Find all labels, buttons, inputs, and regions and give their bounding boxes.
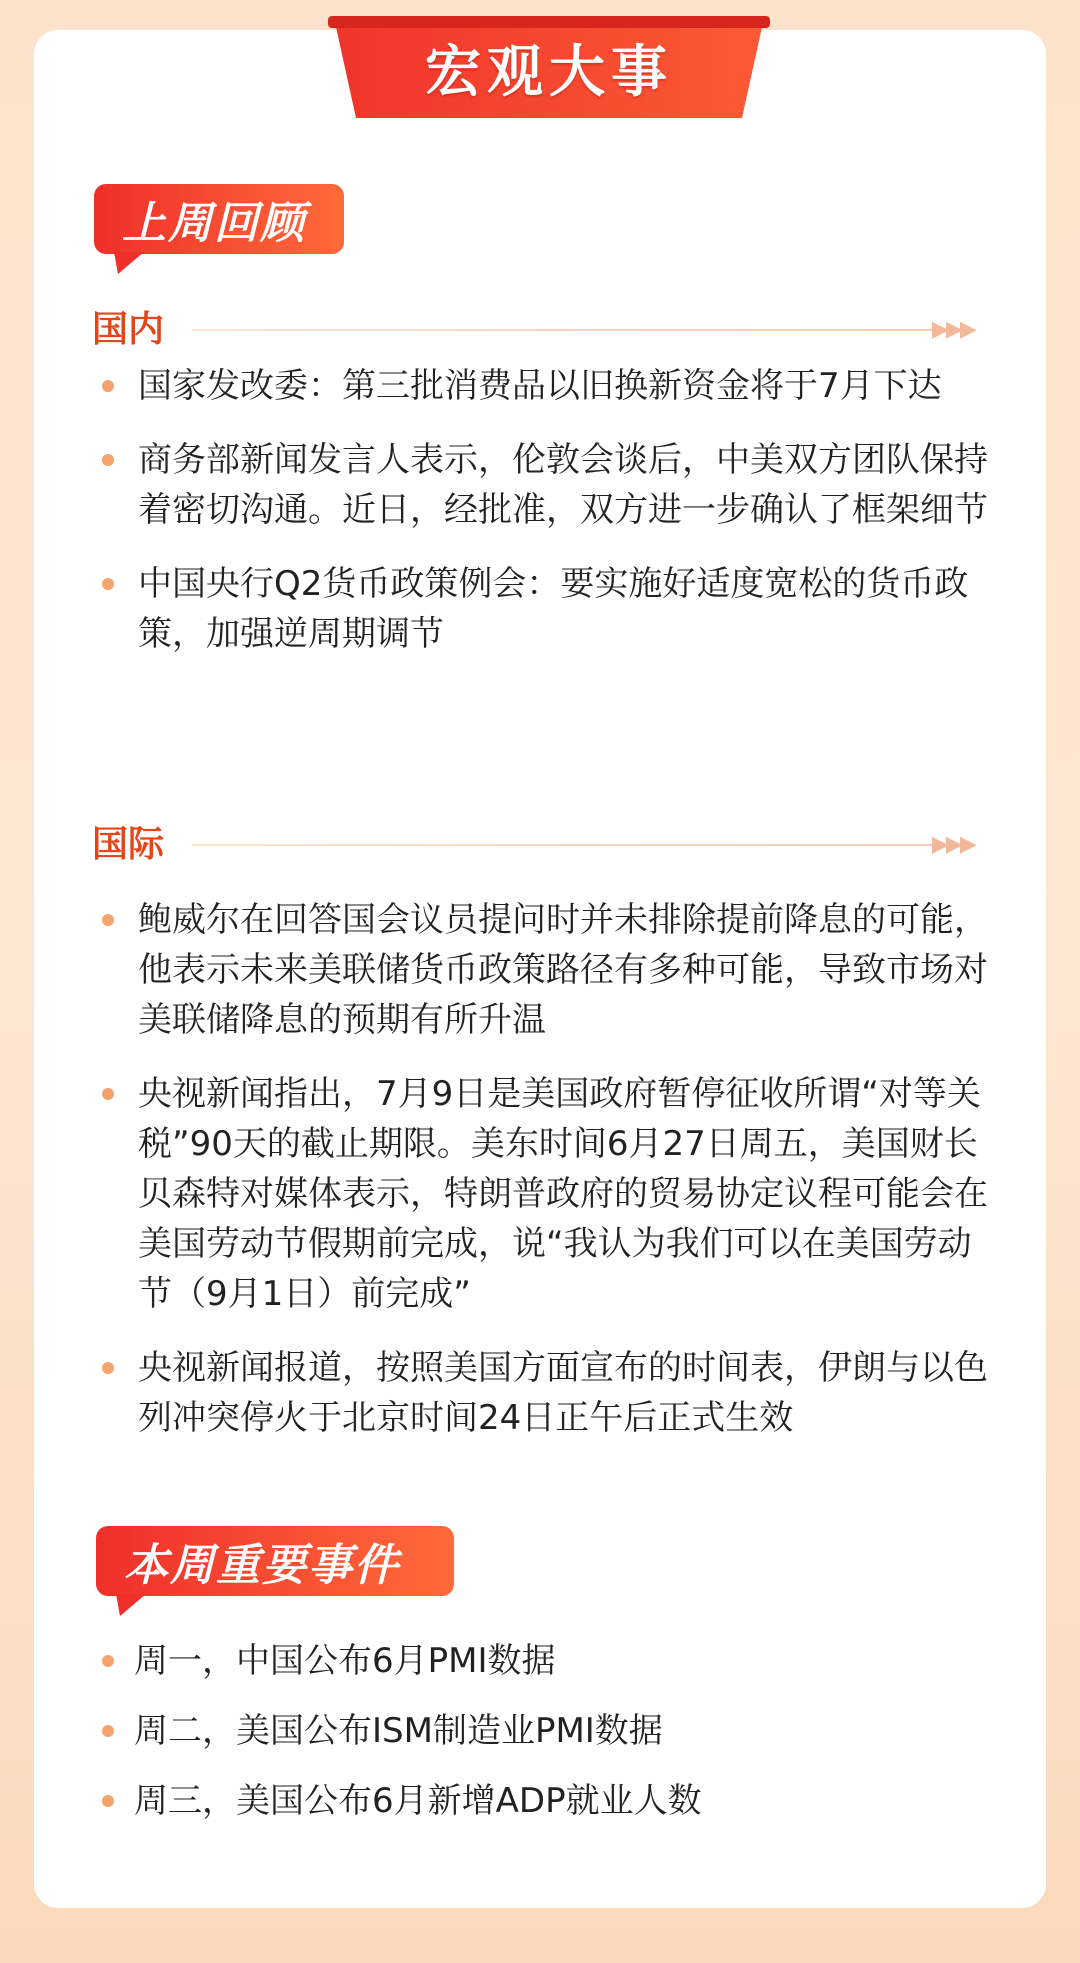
list-item xyxy=(98,1636,988,1686)
bullet-icon xyxy=(102,1655,114,1667)
list-item xyxy=(98,559,988,659)
list-item-text: 央视新闻指出，7月9日是美国政府暂停征收所谓“对等关税”90天的截止期限。美东时间6月27日周五，美国财长贝森特对媒体表示，特朗普政府的贸易协定议程可能会在美国劳动节假期前完成，说“我认为我们可以在美国劳动节（9月1日）前完成” xyxy=(138,1074,988,1314)
list-item-text: 周三，美国公布6月新增ADP就业人数 xyxy=(134,1781,702,1821)
badge-tail-icon xyxy=(114,252,144,274)
domestic-heading-row xyxy=(92,305,980,355)
page-title: 宏观大事 xyxy=(425,40,673,105)
this-week-list xyxy=(98,1636,988,1826)
domestic-heading: 国内 xyxy=(92,309,165,350)
title-banner xyxy=(328,16,770,120)
international-heading-row xyxy=(92,820,980,870)
this-week-badge-label: 本周重要事件 xyxy=(124,1540,400,1591)
arrow-right-icon: ▶▶▶ xyxy=(932,832,974,857)
list-item xyxy=(98,1343,988,1443)
international-heading: 国际 xyxy=(92,824,165,865)
list-item-text: 国家发改委：第三批消费品以旧换新资金将于7月下达 xyxy=(138,366,942,406)
bullet-icon xyxy=(102,1088,114,1100)
list-item xyxy=(98,361,988,411)
bullet-icon xyxy=(102,1795,114,1807)
bullet-icon xyxy=(102,1362,114,1374)
divider-line xyxy=(192,844,937,846)
divider-line xyxy=(192,329,937,331)
badge-tail-icon xyxy=(116,1594,146,1616)
list-item xyxy=(98,895,988,1045)
bullet-icon xyxy=(102,578,114,590)
bullet-icon xyxy=(102,914,114,926)
bullet-icon xyxy=(102,1725,114,1737)
arrow-right-icon: ▶▶▶ xyxy=(932,317,974,342)
last-week-badge-label: 上周回顾 xyxy=(122,198,306,249)
this-week-badge xyxy=(96,1526,454,1596)
list-item-text: 周一，中国公布6月PMI数据 xyxy=(134,1641,556,1681)
list-item-text: 商务部新闻发言人表示，伦敦会谈后，中美双方团队保持着密切沟通。近日，经批准，双方进一步确认了框架细节 xyxy=(138,440,988,530)
list-item xyxy=(98,435,988,535)
list-item xyxy=(98,1069,988,1319)
list-item xyxy=(98,1776,988,1826)
last-week-badge xyxy=(94,184,344,254)
international-list xyxy=(98,895,988,1443)
list-item-text: 周二，美国公布ISM制造业PMI数据 xyxy=(134,1711,663,1751)
domestic-list xyxy=(98,361,988,659)
list-item-text: 鲍威尔在回答国会议员提问时并未排除提前降息的可能，他表示未来美联储货币政策路径有多种可能，导致市场对美联储降息的预期有所升温 xyxy=(138,900,988,1040)
bullet-icon xyxy=(102,454,114,466)
list-item xyxy=(98,1706,988,1756)
list-item-text: 中国央行Q2货币政策例会：要实施好适度宽松的货币政策，加强逆周期调节 xyxy=(138,564,969,654)
list-item-text: 央视新闻报道，按照美国方面宣布的时间表，伊朗与以色列冲突停火于北京时间24日正午后正式生效 xyxy=(138,1348,988,1438)
bullet-icon xyxy=(102,380,114,392)
